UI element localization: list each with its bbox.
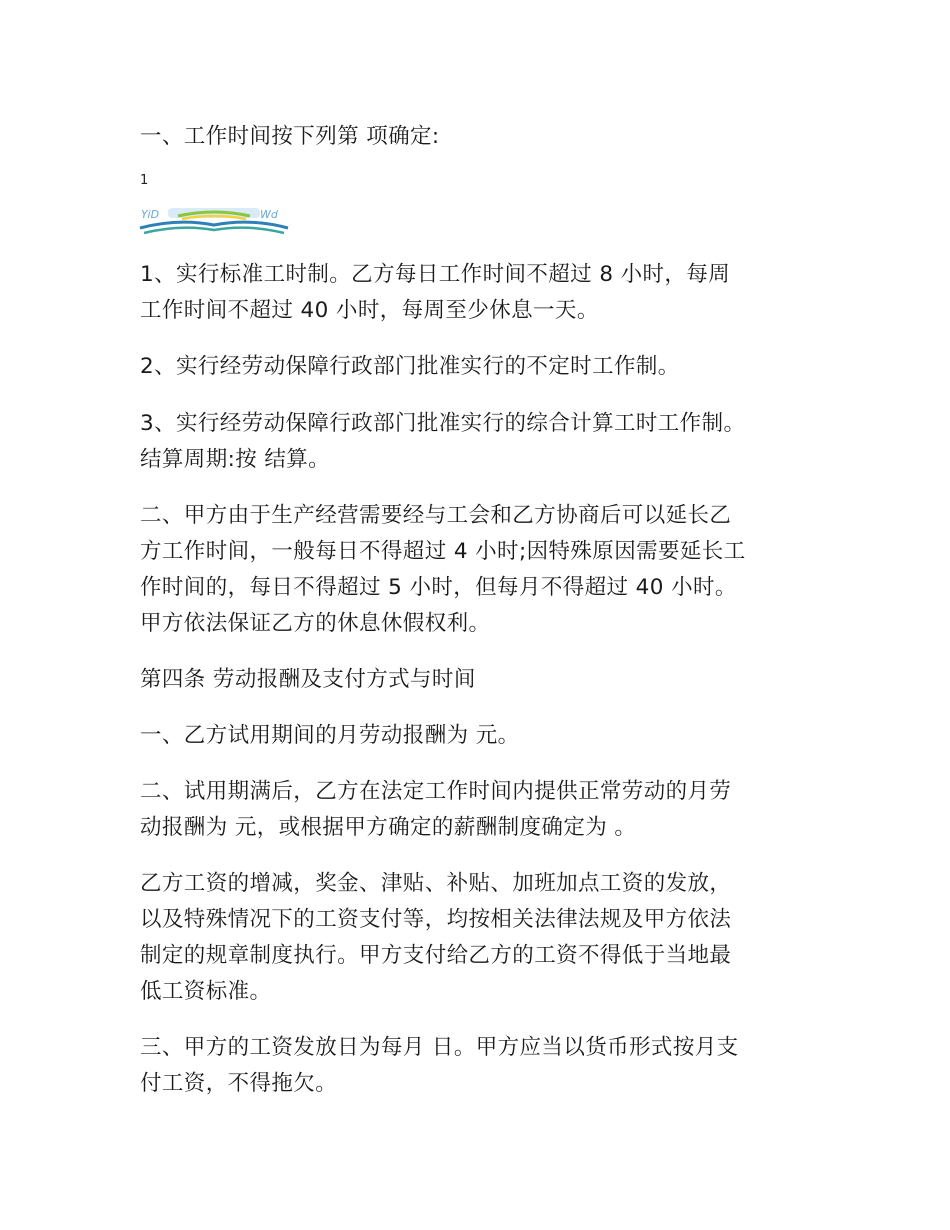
paragraph-regular-pay bbox=[140, 774, 820, 846]
paragraph-work-hours-intro bbox=[140, 119, 820, 155]
text-line: 方工作时间，一般每日不得超过 4 小时;因特殊原因需要延长工 bbox=[140, 539, 746, 564]
text-line: 三、甲方的工资发放日为每月 日。甲方应当以货币形式按月支 bbox=[140, 1035, 739, 1060]
logo-water-teal bbox=[144, 228, 284, 233]
logo-right-text: Wd bbox=[260, 208, 278, 221]
paragraph-flexible-hours bbox=[140, 349, 820, 385]
text-line: 付工资，不得拖欠。 bbox=[140, 1071, 338, 1096]
text-line: 结算周期:按 结算。 bbox=[140, 447, 331, 472]
paragraph-overtime bbox=[140, 498, 820, 642]
paragraph-comprehensive-hours bbox=[140, 406, 820, 478]
logo-left-text: YiD bbox=[141, 208, 160, 221]
text-line: 以及特殊情况下的工资支付等，均按相关法律法规及甲方依法 bbox=[140, 907, 732, 932]
text-line: 1、实行标准工时制。乙方每日工作时间不超过 8 小时，每周 bbox=[140, 262, 731, 287]
page-number: 1 bbox=[140, 173, 149, 188]
text-line: 制定的规章制度执行。甲方支付给乙方的工资不得低于当地最 bbox=[140, 943, 732, 968]
text-line: 二、甲方由于生产经营需要经与工会和乙方协商后可以延长乙 bbox=[140, 503, 732, 528]
paragraph-payday bbox=[140, 1030, 820, 1102]
text-line: 甲方依法保证乙方的休息休假权利。 bbox=[140, 611, 491, 636]
text-line: 工作时间不超过 40 小时，每周至少休息一天。 bbox=[140, 298, 599, 323]
paragraph-probation-pay bbox=[140, 718, 820, 754]
paragraph-standard-hours bbox=[140, 257, 820, 329]
text-line: 低工资标准。 bbox=[140, 979, 272, 1004]
text-line: 二、试用期满后，乙方在法定工作时间内提供正常劳动的月劳 bbox=[140, 779, 732, 804]
text-line: 作时间的，每日不得超过 5 小时，但每月不得超过 40 小时。 bbox=[140, 575, 737, 600]
text-line: 一、乙方试用期间的月劳动报酬为 元。 bbox=[140, 723, 520, 748]
logo-water-blue bbox=[140, 222, 288, 228]
paragraph-wage-adjustment bbox=[140, 866, 820, 1010]
text-line: 一、工作时间按下列第 项确定: bbox=[140, 124, 440, 149]
text-line: 3、实行经劳动保障行政部门批准实行的综合计算工时工作制。 bbox=[140, 411, 746, 436]
text-line: 动报酬为 元，或根据甲方确定的薪酬制度确定为 。 bbox=[140, 815, 637, 840]
text-line: 第四条 劳动报酬及支付方式与时间 bbox=[140, 667, 476, 692]
logo-image bbox=[138, 204, 290, 236]
text-line: 2、实行经劳动保障行政部门批准实行的不定时工作制。 bbox=[140, 354, 680, 379]
paragraph-article-four-heading bbox=[140, 662, 820, 698]
text-line: 乙方工资的增减，奖金、津贴、补贴、加班加点工资的发放， bbox=[140, 871, 732, 896]
